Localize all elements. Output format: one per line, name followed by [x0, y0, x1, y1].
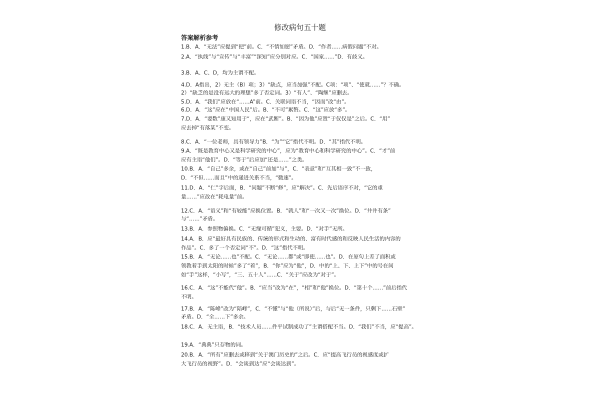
answer-item-18-line-1: 18.C．A．无主语，B．“技术人员……件平试制成功了”主谓搭配不当。D．“我们”不当，应“提高”。: [181, 324, 417, 330]
answer-item-17-line-2: 矛盾。D．“全……下”多余。: [181, 314, 249, 320]
answer-item-7-line-2: 应去掉“有落某”不变。: [181, 125, 235, 131]
answer-item-16-line-1: 16.C．A．“这”不能代“他”。B．“应当”改为“在”，“相”和“他”换位。D．“第十个……”前后指代: [181, 285, 408, 291]
answer-item-14-line-1: 14.A．B．应“最好具有民族的、传统的形式和生动的、富有时代感的和反映人民生活的内容的: [181, 236, 401, 242]
answer-item-4-line-2: 2）“缺乏的是没有远大的理想”多了否定词。3）“有人”、“陶继”应删去。: [181, 90, 353, 96]
page-title: 修改病句五十题: [274, 23, 326, 32]
answer-item-15-line-1: 15.B．A．“无论……也”不配。C．“无论……都”或“即使……也”。D．在原句上差了面积或: [181, 254, 396, 260]
answer-item-15-line-2: 领教着手到太阳的时候”多了“着”，B．“你”应为“他”，D．中的“上、下、上下”中的号在间: [181, 263, 394, 269]
answer-item-4-line-1: 4.D．A指出，2）无主（B）项；3）“缺点，应当加强”不配。C项：“项”、“使就……”？不确。: [181, 82, 405, 88]
answer-item-14-line-2: 作品”。C．多了一个否定词“不”。D．“这”指代不明。: [181, 245, 309, 251]
answer-item-8-line-1: 8.C．A．“一位老师，具有领导力”B．“为”“它”指代不明。D．“其”指代不明。: [181, 139, 367, 145]
answer-item-7-line-1: 7.D．A．“要数”康又知用于“，应在“武断”。B．“因为他”应置“于仅仅是”之后。C．“用”: [181, 116, 391, 122]
answer-item-1-line-1: 1.B．A．“无法”应提到“把”前。C．“不情如愿”矛盾。D．“作者……病假问题”不对。: [181, 44, 382, 50]
answer-item-6-line-1: 6.D．A．“这”应在“中国人民”后。B．“不可”累赘。C．“这”应放“多”。: [181, 107, 351, 113]
answer-item-12-line-2: 与“……”矛盾。: [181, 216, 219, 222]
answer-item-17-line-1: 17.B．A．“陈峰”改为“陪峰”，C．“不懂”与“他（所说）”后，与后“无一条件，只剩下……石壁”: [181, 306, 406, 312]
answer-item-16-line-2: 不明。: [181, 294, 197, 300]
answer-item-3-line-1: 3.B．A、C、D，均为主谓不配。: [181, 70, 260, 76]
answer-item-15-line-3: 如“手”这样，“小写”，“三、五十人”……C．“关于”应改为“对于”。: [181, 272, 340, 278]
answer-item-10-line-1: 10.B．A．“自己”多余，或在“自己”前加“与”，C．“表意”和“互其相一致”不一致，: [181, 166, 377, 172]
answer-item-9-line-2: 应有主语“他们”。D．“等于”后应加“还是……”之类。: [181, 157, 308, 163]
answer-item-19-line-1: 19.A．“典典”只存物的词。: [181, 342, 247, 348]
answer-item-9-line-1: 9.A．“既是教育中心又是科学研究的中心”，应为“教育中心和科学研究的中心”。C．“才”前: [181, 148, 396, 154]
answer-item-11-line-2: 量……”应改在“耗电量”前。: [181, 194, 248, 200]
answer-item-20-line-1: 20.B．A．“所有”应删去或移到“关于澳门历史的”之后。C．应“提高飞行员的视感度或扩: [181, 352, 389, 358]
answer-item-12-line-1: 12.C．A．“语义”和“有较能”应换位置。B．“就人”和“一次又一次”换位。D．“井井有条”: [181, 208, 391, 214]
answer-item-2-line-1: 2.A．“执线”与“宣传”与“丰富”“深知”应分别对应。C．“国家……”D．有歧义。: [181, 54, 368, 60]
answer-item-13-line-1: 13.B．A．参照物偏换。C．“无缘可循”犯义，主要。D．“对手”无所。: [181, 226, 348, 232]
section-heading: 答案解析参考: [181, 34, 219, 42]
answer-item-5-line-1: 5.D．A．“我们”应放在“……A”前。C．关联词语不当，“因而”改“由”。: [181, 99, 350, 105]
answer-item-10-line-2: D．“不但……而且”中的递进关系不当，“微速”。: [181, 175, 297, 181]
answer-item-11-line-1: 11.D．A．“仁”字后面，B．“问题”不断“修”，应“解决”。C．先后语序不对，“它的重: [181, 185, 383, 191]
answer-item-20-line-2: 大飞行员的视野”。D．“会谈到达”应“会谈达到”。: [181, 361, 300, 367]
answer-section: [181, 0, 429, 400]
